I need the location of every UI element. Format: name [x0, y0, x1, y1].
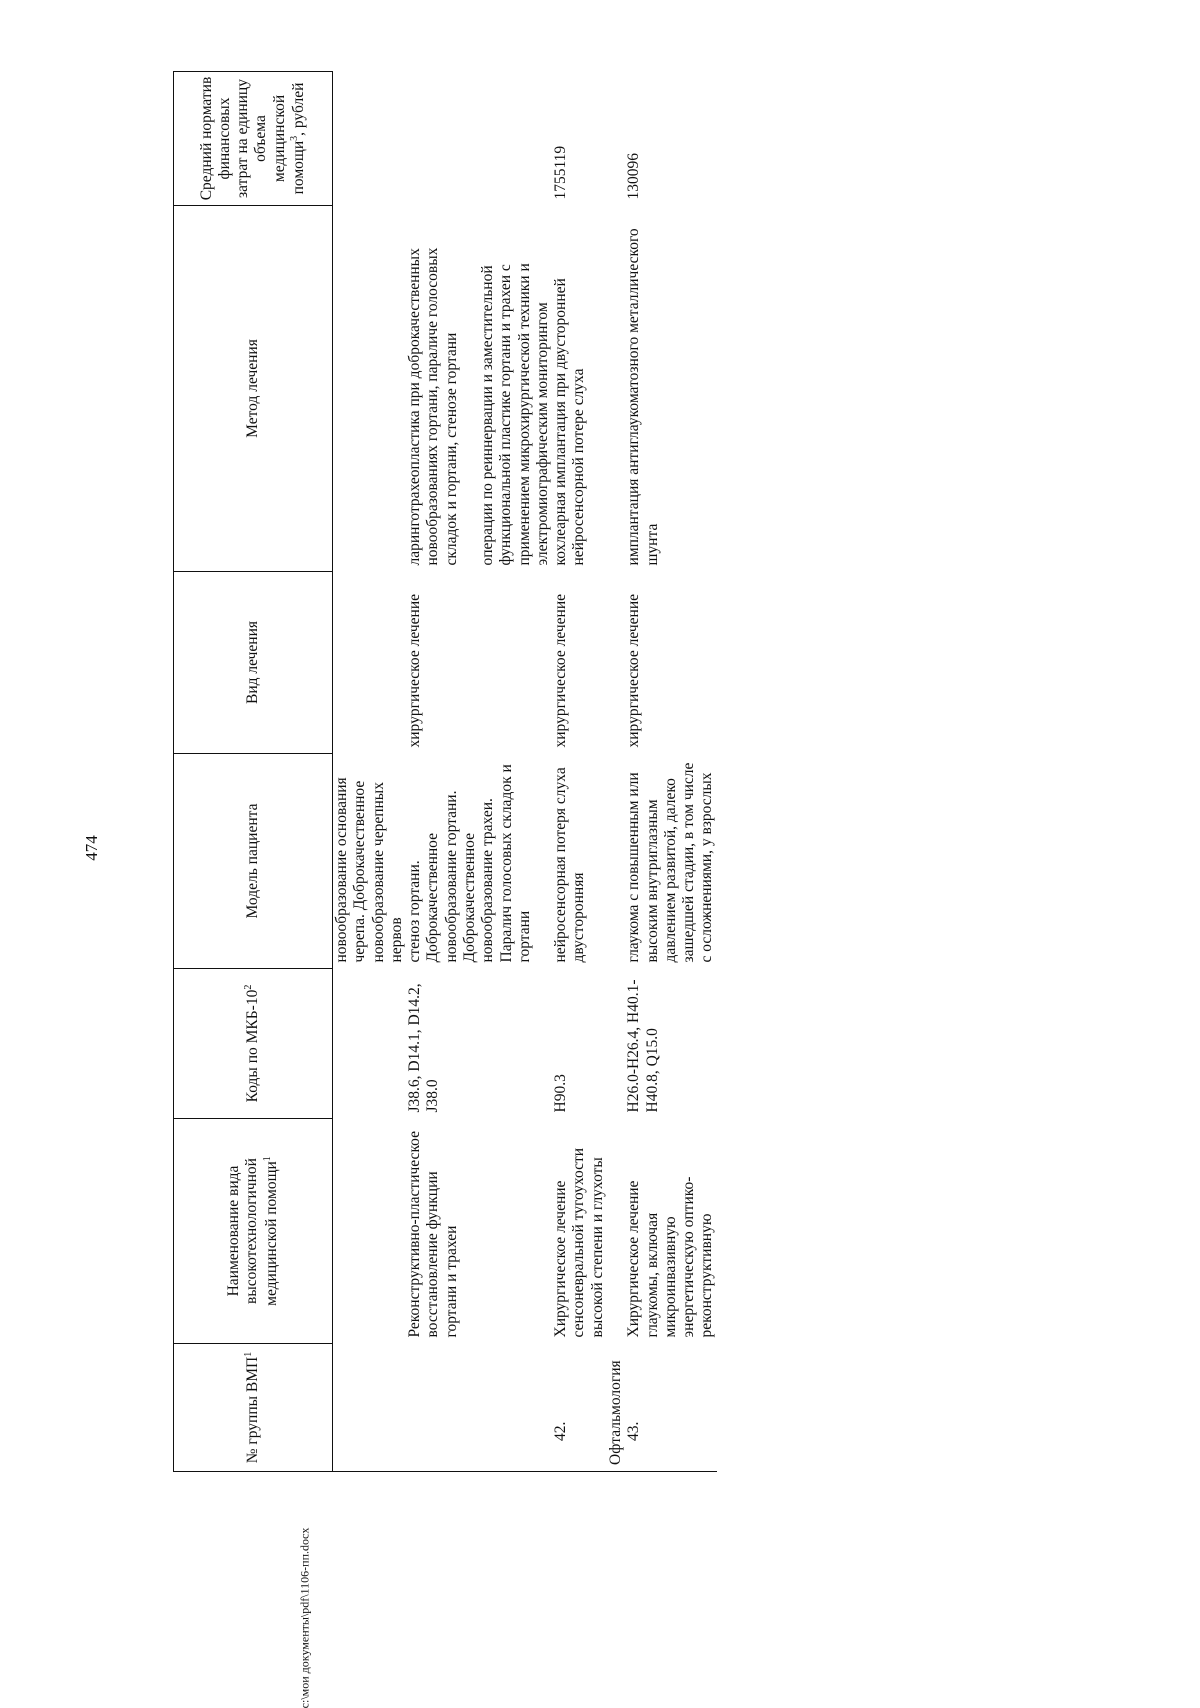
header-group-no: № группы ВМП$^1$: [174, 1344, 333, 1472]
vmp-table: [173, 71, 717, 1472]
table-row: [333, 72, 407, 1472]
cell-model: стеноз гортани. Доброкачественное новообразование гортани. Доброкачественное новообразование трахеи. Паралич голосовых складок и гортани: [406, 764, 533, 963]
cell-cost: [406, 72, 552, 206]
cell-model: глаукома с повышенным или высоким внутриглазным давлением развитой, далеко зашедшей стадии, в том числе с осложнениями, у взрослых: [625, 762, 716, 963]
header-treatment-type: Вид лечения: [174, 572, 333, 754]
cell-codes: [333, 969, 407, 1119]
table-row: [406, 72, 552, 1472]
cell-cost: 1755119: [552, 145, 570, 200]
cell-cost: [333, 72, 407, 206]
cell-treatment-type: хирургическое лечение: [406, 594, 424, 748]
cell-name: Хирургическое лечение сенсоневральной тугоухости высокой степени и глухоты: [552, 1147, 606, 1338]
header-cost: Средний норматив финансовых затрат на единицу объема медицинской помощи$^3$, рублей: [174, 72, 333, 206]
cell-method: [333, 206, 407, 572]
cell-group-no: [333, 1344, 407, 1472]
cell-model: новообразование основания черепа. Доброкачественное новообразование черепных нервов: [333, 777, 405, 963]
footer-file-path-text: c:\мои документы\pdf\1106-пп.docx: [297, 1527, 312, 1708]
cell-codes: H26.0-H26.4, H40.1- H40.8, Q15.0: [625, 979, 661, 1113]
cell-codes: H90.3: [552, 1074, 570, 1113]
method-paragraph: операции по реиннервации и заместительной функциональной пластике гортани и трахеи с применением микрохирургической техники и электромиографическим мониторингом: [478, 263, 551, 566]
table-row: [552, 72, 607, 1472]
header-model: Модель пациента: [174, 754, 333, 969]
section-row: [607, 72, 625, 1472]
cell-treatment-type: хирургическое лечение: [625, 594, 643, 748]
cell-model: нейросенсорная потеря слуха двусторонняя: [552, 767, 588, 963]
header-method: Метод лечения: [174, 206, 333, 572]
cell-method: имплантация антиглаукоматозного металлического шунта: [625, 228, 661, 566]
cell-codes: J38.6, D14.1, D14.2, J38.0: [406, 983, 442, 1113]
page-number-text: 474: [82, 835, 101, 861]
cell-group-no: [406, 1344, 552, 1472]
cell-group-no: 43.: [625, 1344, 716, 1472]
cell-method: [406, 206, 552, 572]
cell-group-no: 42.: [552, 1344, 607, 1472]
method-paragraph: ларинготрахеопластика при доброкачественных новообразованиях гортани, параличе голосовых складок и гортани, стенозе гортани: [406, 247, 460, 566]
cell-method: кохлеарная имплантация при двусторонней нейросенсорной потере слуха: [552, 278, 588, 566]
cell-treatment-type: хирургическое лечение: [552, 594, 570, 748]
header-codes: Коды по МКБ-$10^2$: [174, 969, 333, 1119]
cell-name: [333, 1119, 407, 1344]
table-header-row: [174, 72, 333, 1472]
cell-treatment-type: [333, 572, 407, 754]
cell-cost: 130096: [625, 153, 643, 200]
cell-name: Хирургическое лечение глаукомы, включая микроинвазивную энергетическую оптико-реконструктивную: [625, 1176, 716, 1338]
header-name: Наименование вида высокотехнологичной медицинской помощи$^1$: [174, 1119, 333, 1344]
rotated-table-wrapper: [173, 72, 1188, 1472]
cell-name: Реконструктивно-пластическое восстановление функции гортани и трахеи: [406, 1130, 460, 1338]
section-title: Офтальмология: [607, 72, 625, 1472]
table-container: [173, 72, 1188, 1472]
table-row: [625, 72, 716, 1472]
